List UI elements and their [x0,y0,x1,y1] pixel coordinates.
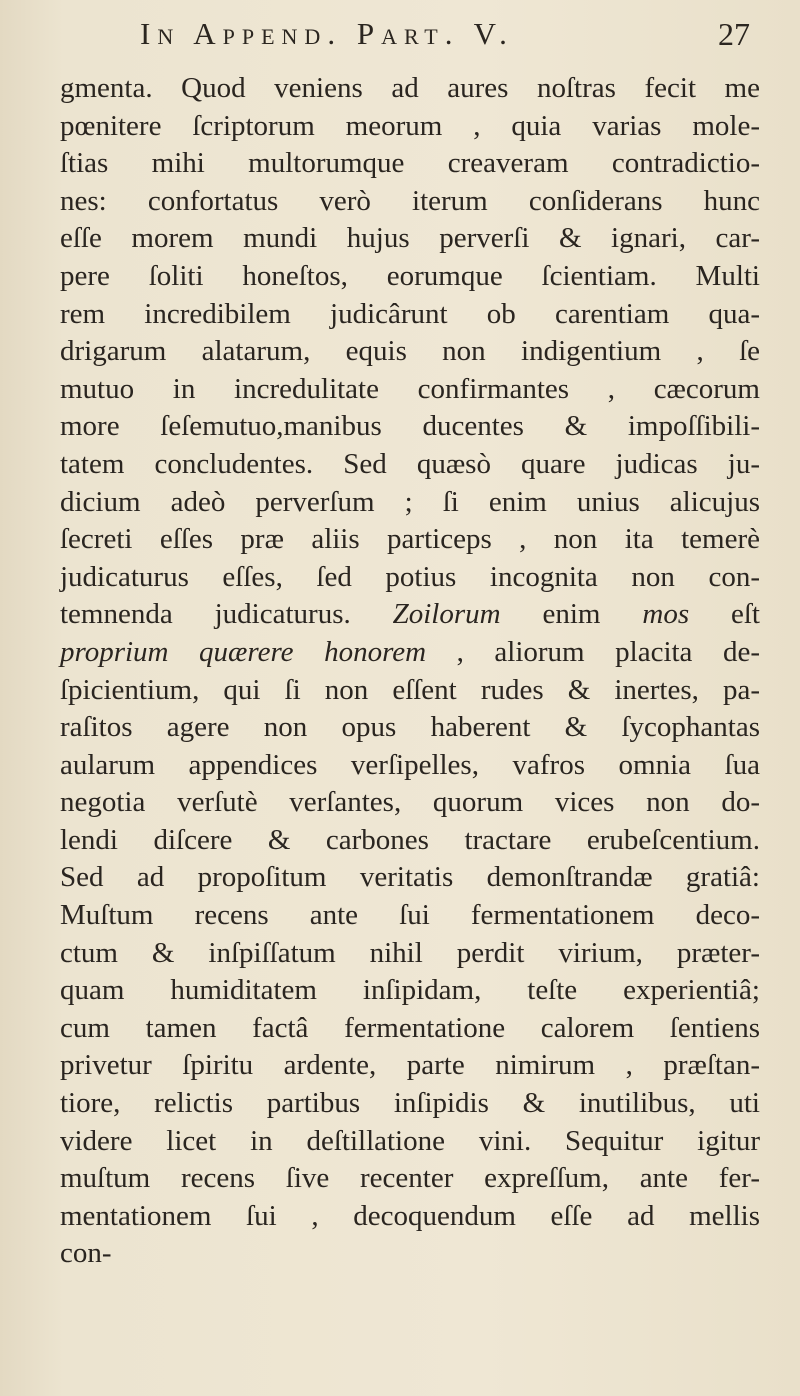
text-line: cum tamen factâ fermentatione calorem ſentiens [60,1011,760,1044]
text-line: tatem concludentes. Sed quæsò quare judicas ju- [60,447,760,480]
text-line: videre licet in deſtillatione vini. Sequitur igitur [60,1124,760,1157]
text-line: pere ſoliti honeſtos, eorumque ſcientiam. Multi [60,259,760,292]
text-line: nes: confortatus verò iterum conſiderans hunc [60,184,760,217]
running-title: In Append. Part. V. [140,16,514,51]
text-line: ſecreti eſſes præ aliis particeps , non ita temerè [60,523,760,556]
italic-text: mos [642,598,690,631]
text-line: lendi diſcere & carbones tractare erubeſcentium. [60,823,760,856]
text-line: eſſe morem mundi hujus perverſi & ignari, car- [60,222,760,255]
text-line: aularum appendices verſipelles, vafros omnia ſua [60,748,760,781]
text-line: judicaturus eſſes, ſed potius incognita non con- [60,560,760,593]
text-line: Muſtum recens ante ſui fermentationem deco- [60,899,760,932]
text-line: raſitos agere non opus haberent & ſycophantas [60,711,760,744]
page-number: 27 [718,16,750,52]
text-line: ctum & inſpiſſatum nihil perdit virium, præter- [60,936,760,969]
italic-text: proprium quærere honorem [60,635,427,668]
text-line: ſpicientium, qui ſi non eſſent rudes & inertes, pa- [60,673,760,706]
text-line: Sed ad propoſitum veritatis demonſtrandæ gratiâ: [60,861,760,894]
text-line-with-italics: proprium quærere honorem , aliorum placita de- [60,635,760,668]
text-line: quam humiditatem inſipidam, teſte experientiâ; [60,974,760,1007]
text-line: rem incredibilem judicârunt ob carentiam qua- [60,297,760,330]
text-line: mentationem ſui , decoquendum eſſe ad mellis [60,1199,760,1232]
page-header [140,16,760,60]
text-line-with-italics: temnenda judicaturus. Zoilorum enim mos eſt [60,598,760,631]
text-line: negotia verſutè verſantes, quorum vices non do- [60,786,760,819]
text-line: muſtum recens ſive recenter expreſſum, ante fer- [60,1162,760,1195]
text-line: pœnitere ſcriptorum meorum , quia varias mole- [60,109,760,142]
text-line: privetur ſpiritu ardente, parte nimirum , præſtan- [60,1049,760,1082]
text-line: gmenta. Quod veniens ad aures noſtras fecit me [60,72,760,104]
body-text [60,70,760,1273]
text-line: dicium adeò perverſum ; ſi enim unius alicujus [60,485,760,518]
text-line: ſtias mihi multorumque creaveram contradictio- [60,147,760,180]
text-line: mutuo in incredulitate confirmantes , cæcorum [60,372,760,405]
italic-text: Zoilorum [392,598,501,631]
text-line: drigarum alatarum, equis non indigentium , ſe [60,335,760,368]
text-line: more ſeſemutuo,manibus ducentes & impoſſibili- [60,410,760,443]
catchword: con- [60,1237,112,1270]
text-line: tiore, relictis partibus inſipidis & inutilibus, uti [60,1087,760,1120]
